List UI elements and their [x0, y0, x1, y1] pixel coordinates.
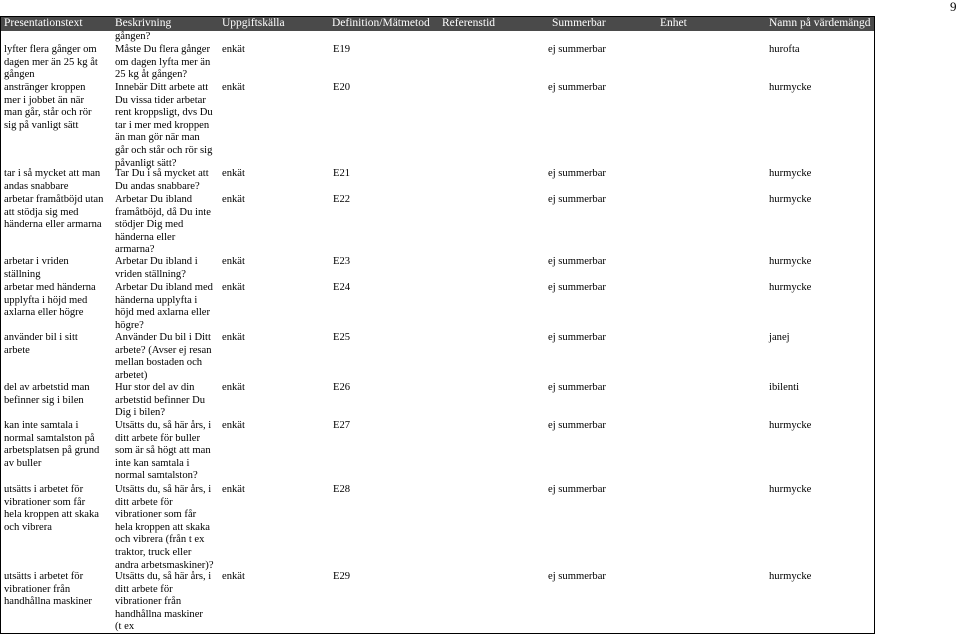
row-summerbar: ej summerbar [548, 44, 606, 55]
row-uppgiftskalla: enkät [222, 332, 245, 343]
row-definition: E25 [333, 332, 351, 343]
row-summerbar: ej summerbar [548, 256, 606, 267]
row-summerbar: ej summerbar [548, 194, 606, 205]
row-summerbar: ej summerbar [548, 82, 606, 93]
row-beskrivning: Arbetar Du ibland med händerna upplyfta i höjd med axlarna eller högre? [115, 282, 213, 331]
header-summerbar: Summerbar [552, 17, 606, 29]
row-definition: E23 [333, 256, 351, 267]
row-presentationstext: utsätts i arbetet för vibrationer som får hela kroppen att skaka och vibrera [4, 484, 100, 533]
row-uppgiftskalla: enkät [222, 571, 245, 582]
row-beskrivning: Hur stor del av din arbetstid befinner Du Dig i bilen? [115, 382, 206, 419]
row-vardemangd: ibilenti [769, 382, 800, 393]
row-summerbar: ej summerbar [548, 420, 606, 431]
row-uppgiftskalla: enkät [222, 420, 245, 431]
row-beskrivning: Utsätts du, så här års, i ditt arbete för vibrationer som får hela kroppen att skaka och vibrera (från t ex traktor, truck eller andra arbetsmaskiner)? [115, 484, 214, 571]
row-vardemangd: hurmycke [769, 256, 812, 267]
continued-description: gången? [115, 31, 151, 42]
row-summerbar: ej summerbar [548, 571, 606, 582]
row-uppgiftskalla: enkät [222, 44, 245, 55]
row-definition: E29 [333, 571, 351, 582]
row-vardemangd: hurofta [769, 44, 800, 55]
header-beskrivning: Beskrivning [115, 17, 172, 29]
header-namn-pa-vardemangd: Namn på värdemängd [769, 17, 871, 29]
row-vardemangd: hurmycke [769, 82, 812, 93]
row-summerbar: ej summerbar [548, 168, 606, 179]
row-vardemangd: hurmycke [769, 571, 812, 582]
row-beskrivning: Arbetar Du ibland framåtböjd, då Du inte stödjer Dig med händerna eller armarna? [115, 194, 211, 256]
row-definition: E26 [333, 382, 351, 393]
header-uppgiftskalla: Uppgiftskälla [222, 17, 285, 29]
row-uppgiftskalla: enkät [222, 484, 245, 495]
row-definition: E22 [333, 194, 351, 205]
row-definition: E19 [333, 44, 351, 55]
row-beskrivning: Använder Du bil i Ditt arbete? (Avser ej resan mellan bostaden och arbetet) [115, 332, 212, 381]
row-definition: E24 [333, 282, 351, 293]
row-vardemangd: hurmycke [769, 282, 812, 293]
row-definition: E27 [333, 420, 351, 431]
header-referenstid: Referenstid [442, 17, 496, 29]
row-summerbar: ej summerbar [548, 484, 606, 495]
row-presentationstext: tar i så mycket att man andas snabbare [4, 168, 101, 192]
row-uppgiftskalla: enkät [222, 82, 245, 93]
row-vardemangd: hurmycke [769, 194, 812, 205]
row-beskrivning: Måste Du flera gånger om dagen lyfta mer än 25 kg åt gången? [115, 44, 211, 81]
row-definition: E20 [333, 82, 351, 93]
row-uppgiftskalla: enkät [222, 168, 245, 179]
row-uppgiftskalla: enkät [222, 194, 245, 205]
page-number: 9 [950, 0, 957, 14]
row-definition: E21 [333, 168, 351, 179]
row-presentationstext: arbetar med händerna upplyfta i höjd med axlarna eller högre [4, 282, 96, 319]
row-presentationstext: lyfter flera gånger om dagen mer än 25 kg åt gången [4, 44, 98, 81]
row-definition: E28 [333, 484, 351, 495]
header-enhet: Enhet [660, 17, 687, 29]
row-uppgiftskalla: enkät [222, 256, 245, 267]
row-vardemangd: hurmycke [769, 168, 812, 179]
row-summerbar: ej summerbar [548, 332, 606, 343]
row-beskrivning: Tar Du i så mycket att Du andas snabbare? [115, 168, 209, 192]
row-presentationstext: använder bil i sitt arbete [4, 332, 78, 356]
row-beskrivning: Utsätts du, så här års, i ditt arbete för buller som är så högt att man inte kan samtala i normal samtalston? [115, 420, 212, 482]
row-vardemangd: hurmycke [769, 420, 812, 431]
row-summerbar: ej summerbar [548, 282, 606, 293]
table-header [0, 16, 875, 31]
row-uppgiftskalla: enkät [222, 282, 245, 293]
row-beskrivning: Innebär Ditt arbete att Du vissa tider arbetar rent kroppsligt, dvs Du tar i mer med kroppen än man gör när man går och står och rör sig påvanligt sätt? [115, 82, 213, 169]
header-definition-matmetod: Definition/Mätmetod [332, 17, 430, 29]
row-summerbar: ej summerbar [548, 382, 606, 393]
row-presentationstext: del av arbetstid man befinner sig i bilen [4, 382, 90, 406]
row-beskrivning: Utsätts du, så här års, i ditt arbete för vibrationer från handhållna maskiner (t ex [115, 571, 212, 633]
row-uppgiftskalla: enkät [222, 382, 245, 393]
row-vardemangd: janej [769, 332, 790, 343]
header-presentationstext: Presentationstext [4, 17, 83, 29]
row-presentationstext: arbetar framåtböjd utan att stödja sig med händerna eller armarna [4, 194, 104, 231]
row-presentationstext: kan inte samtala i normal samtalston på arbetsplatsen på grund av buller [4, 420, 100, 469]
row-presentationstext: utsätts i arbetet för vibrationer från handhållna maskiner [4, 571, 92, 608]
row-vardemangd: hurmycke [769, 484, 812, 495]
row-presentationstext: arbetar i vriden ställning [4, 256, 69, 280]
row-presentationstext: anstränger kroppen mer i jobbet än när man går, står och rör sig på vanligt sätt [4, 82, 92, 131]
row-beskrivning: Arbetar Du ibland i vriden ställning? [115, 256, 198, 280]
